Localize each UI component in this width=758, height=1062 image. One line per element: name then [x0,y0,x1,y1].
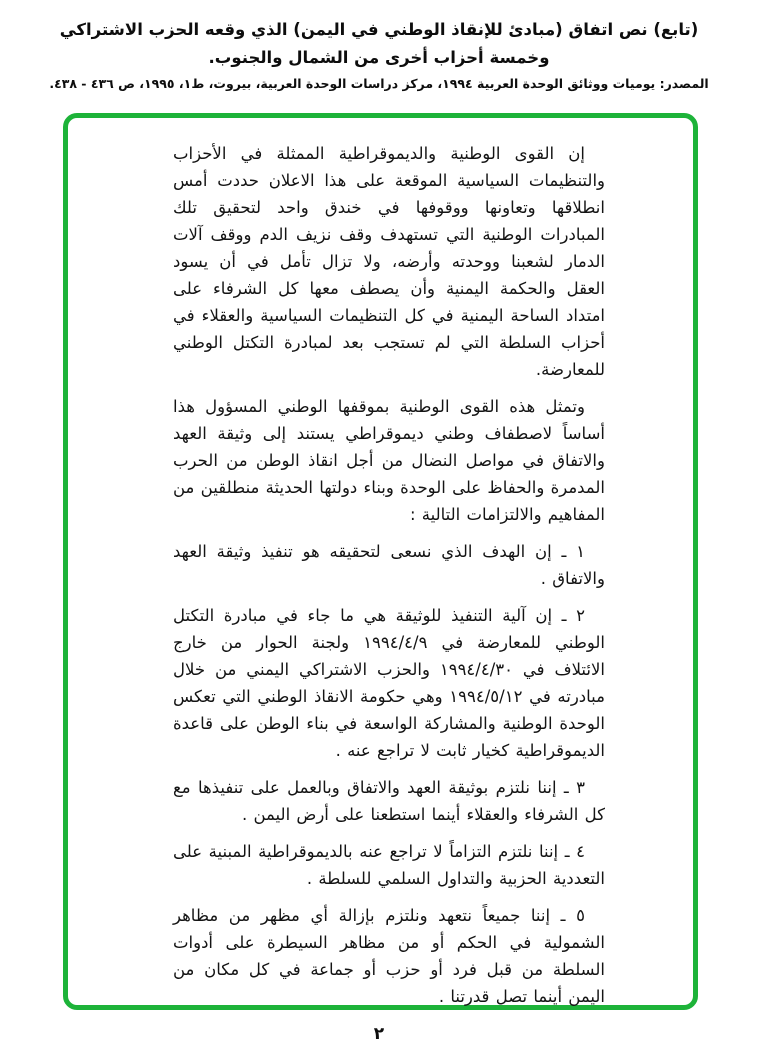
page-number: ٢ [373,1024,385,1044]
body-paragraph: وتمثل هذه القوى الوطنية بموقفها الوطني المسؤول هذا أساساً لاصطفاف وطني ديموقراطي يستند إلى وثيقة العهد والاتفاق في مواصل النضال من أجل انقاذ الوطن من الحرب المدمرة والحفاظ على الوحدة وبناء دولتها الحديثة منطلقين من المفاهيم والالتزامات التالية : [173,397,605,524]
document-title: (تابع) نص اتفاق (مبادئ للإنقاذ الوطني في اليمن) الذي وقعه الحزب الاشتراكي وخمسة أحزاب أخرى من الشمال والجنوب. [59,20,699,67]
numbered-item-1: ١ ـ إن الهدف الذي نسعى لتحقيقه هو تنفيذ وثيقة العهد والاتفاق . [173,542,605,588]
document-border-box [63,113,698,1010]
numbered-item-3: ٣ ـ إننا نلتزم بوثيقة العهد والاتفاق وبالعمل على تنفيذها مع كل الشرفاء والعقلاء أينما استطعنا على أرض اليمن . [173,778,605,824]
numbered-item-5: ٥ ـ إننا جميعاً نتعهد ونلتزم بإزالة أي مظهر من مظاهر الشمولية في الحكم أو من مظاهر السيطرة على أدوات السلطة من قبل فرد أو حزب أو جماعة في كل مكان من اليمن أينما تصل قدرتنا . [173,906,605,1006]
source-citation: المصدر: يوميات ووثائق الوحدة العربية ١٩٩٤، مركز دراسات الوحدة العربية، بيروت، ط١، ١٩٩٥، ص ٤٣٦ - ٤٣٨. [49,76,709,91]
document-body [173,140,605,1010]
numbered-item-4: ٤ ـ إننا نلتزم التزاماً لا تراجع عنه بالديموقراطية المبنية على التعددية الحزبية والتداول السلمي للسلطة . [173,842,605,888]
numbered-item-2: ٢ ـ إن آلية التنفيذ للوثيقة هي ما جاء في مبادرة التكتل الوطني للمعارضة في ١٩٩٤/٤/٩ ولجنة الحوار من خارج الائتلاف في ١٩٩٤/٤/٣٠ والحزب الاشتراكي اليمني من خلال مبادرته في ١٩٩٤/٥/١٢ وهي حكومة الانقاذ الوطني التي تعكس الوحدة الوطنية والمشاركة الواسعة في بناء الوطن على قاعدة الديموقراطية كخيار ثابت لا تراجع عنه . [173,606,606,760]
body-paragraph: إن القوى الوطنية والديموقراطية الممثلة في الأحزاب والتنظيمات السياسية الموقعة على هذا الاعلان حددت أمس انطلاقها وتعاونها ووقوفها في خندق واحد لتحقيق تلك المبادرات الوطنية التي تستهدف وقف نزيف الدم ووقف آلات الدمار لشعبنا ووحدته وأرضه، ولا تزال تأمل في أن يسود العقل والحكمة اليمنية وأن يصطف معها كل الشرفاء على امتداد الساحة اليمنية في كل التنظيمات السياسية والعقلاء في أحزاب السلطة التي لم تستجب بعد لمبادرة التكتل الوطني للمعارضة. [173,144,605,379]
